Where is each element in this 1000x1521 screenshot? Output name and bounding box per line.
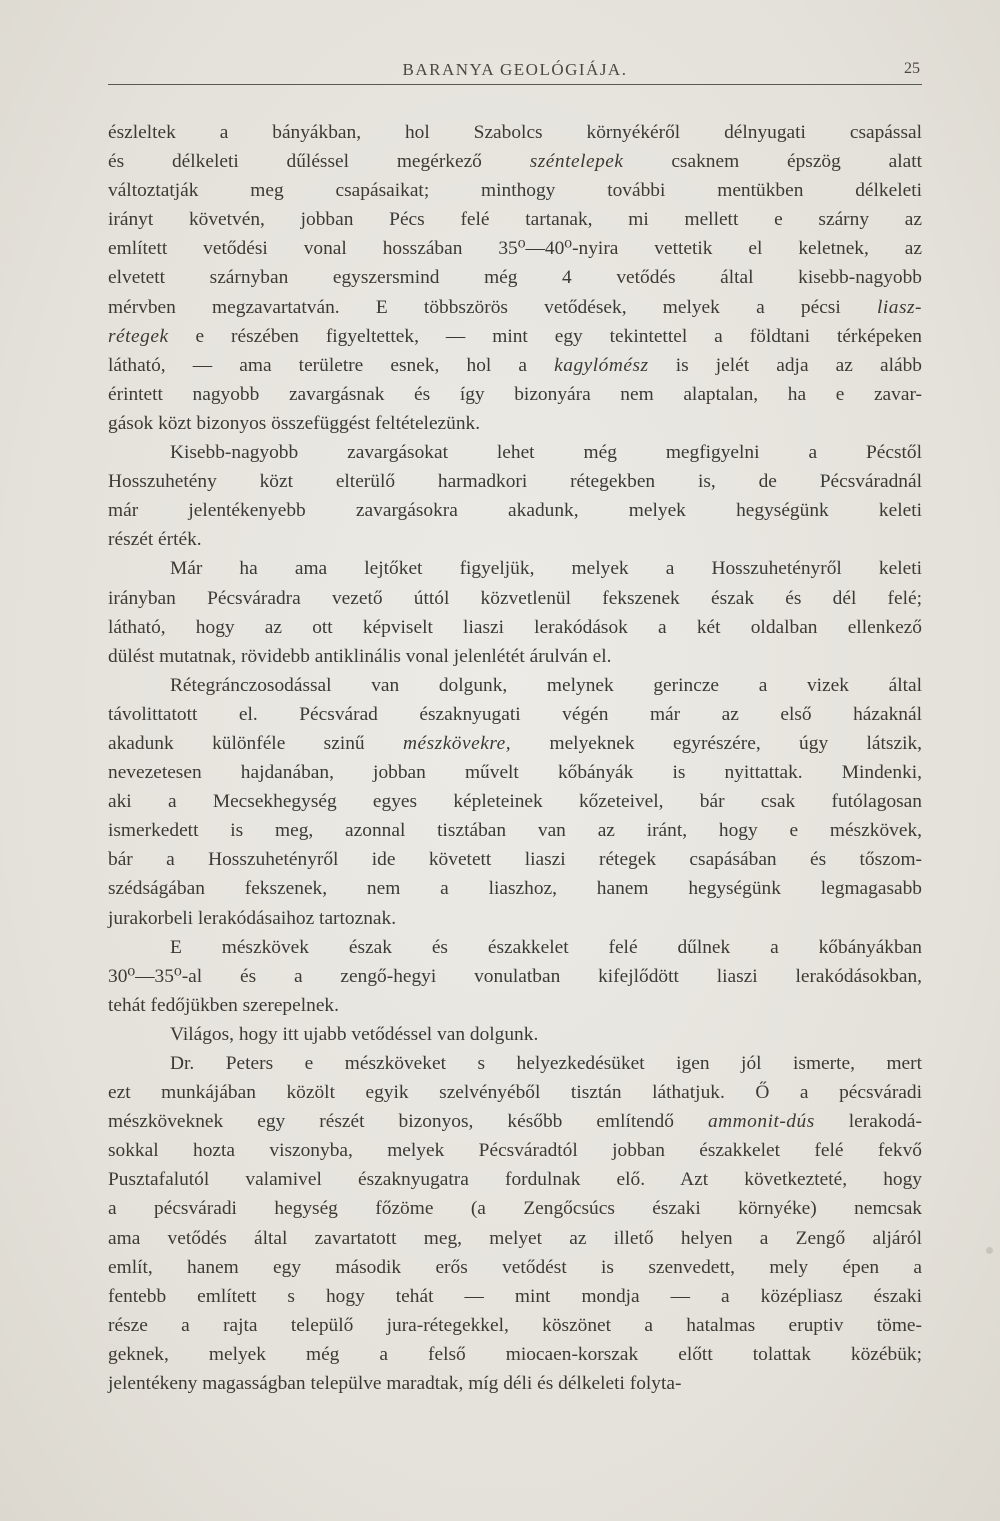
- text-line: [108, 351, 922, 380]
- text-run: e részében figyeltettek, — mint egy tekintettel a földtani térképeken: [168, 325, 922, 347]
- text-run: látható, — ama területre esnek, hol a: [108, 354, 555, 376]
- text-line: [108, 1165, 922, 1194]
- text-line: [108, 496, 922, 525]
- text-line: [108, 787, 922, 816]
- text-run: látható, hogy az ott képviselt liaszi lerakódások a két oldalban ellenkező: [108, 616, 922, 638]
- text-run: jelentékeny magasságban települve maradtak, míg déli és délkeleti folyta-: [108, 1373, 682, 1395]
- text-run: részét érték.: [108, 529, 202, 551]
- text-run: dülést mutatnak, rövidebb antiklinális vonal jelenlétét árulván el.: [108, 645, 612, 667]
- text-line: [108, 758, 922, 787]
- paragraph: [108, 933, 922, 1020]
- text-line: [108, 234, 922, 263]
- paragraph: [108, 1020, 922, 1049]
- text-line: [108, 671, 922, 700]
- text-run: lerakodá-: [814, 1111, 922, 1133]
- italic-term: mészkövekre,: [403, 732, 512, 754]
- text-run: Hosszuhetény közt elterülő harmadkori rétegekben is, de Pécsváradnál: [108, 471, 922, 493]
- text-line: [108, 1078, 922, 1107]
- text-run: és délkeleti dűléssel megérkező: [108, 151, 530, 173]
- text-line: [108, 584, 922, 613]
- text-line: [108, 525, 922, 554]
- text-run: érintett nagyobb zavargásnak és így bizonyára nem alaptalan, ha e zavar-: [108, 383, 922, 405]
- body-text: [108, 118, 922, 1398]
- running-title: BARANYA GEOLÓGIÁJA.: [402, 60, 628, 79]
- text-run: Már ha ama lejtőket figyeljük, melyek a Hosszuhetényről keleti: [170, 558, 922, 580]
- text-run: akadunk különféle szinű: [108, 732, 403, 754]
- text-run: E mészkövek észak és északkelet felé dűlnek a kőbányákban: [170, 936, 922, 958]
- text-run: jurakorbeli lerakódásaihoz tartoznak.: [108, 907, 397, 929]
- text-run: szédságában fekszenek, nem a liaszhoz, hanem hegységünk legmagasabb: [108, 878, 922, 900]
- italic-term: liasz-: [876, 296, 922, 318]
- text-line: [108, 904, 922, 933]
- text-run: is jelét adja az alább: [648, 354, 923, 376]
- text-line: [108, 1107, 922, 1136]
- text-line: [108, 118, 922, 147]
- text-run: említett vetődési vonal hosszában 35⁰—40⁰-nyira vettetik el keletnek, az: [108, 238, 922, 260]
- text-run: említ, hanem egy második erős vetődést is szenvedett, mely épen a: [108, 1256, 922, 1278]
- text-line: [108, 845, 922, 874]
- text-run: a pécsváradi hegység főzöme (a Zengőcsúcs északi környéke) nemcsak: [108, 1198, 922, 1220]
- text-line: [108, 1340, 922, 1369]
- text-line: [108, 874, 922, 903]
- text-run: Kisebb-nagyobb zavargásokat lehet még megfigyelni a Pécstől: [170, 442, 922, 464]
- text-line: [108, 1253, 922, 1282]
- text-line: [108, 380, 922, 409]
- text-run: Világos, hogy itt ujabb vetődéssel van dolgunk.: [170, 1023, 539, 1045]
- paragraph: [108, 554, 922, 670]
- paragraph: [108, 1049, 922, 1398]
- text-run: Rétegránczosodással van dolgunk, melynek gerincze a vizek által: [170, 674, 922, 696]
- italic-term: kagylómész: [554, 354, 649, 376]
- text-line: [108, 147, 922, 176]
- text-run: irányt követvén, jobban Pécs felé tartanak, mi mellett e szárny az: [108, 209, 922, 231]
- text-line: [108, 1194, 922, 1223]
- text-run: mérvben megzavartatván. E többszörös vetődések, melyek a pécsi: [108, 296, 877, 318]
- text-run: nevezetesen hajdanában, jobban művelt kőbányák is nyittattak. Mindenki,: [108, 762, 922, 784]
- text-line: [108, 962, 922, 991]
- text-line: [108, 322, 922, 351]
- text-line: [108, 263, 922, 292]
- text-line: [108, 1020, 922, 1049]
- italic-term: széntelepek: [529, 151, 624, 173]
- text-line: [108, 700, 922, 729]
- text-run: irányban Pécsváradra vezető úttól közvetlenül fekszenek észak és dél felé;: [108, 587, 922, 609]
- text-run: változtatják meg csapásaikat; minthogy további mentükben délkeleti: [108, 180, 922, 202]
- paragraph: [108, 118, 922, 438]
- text-run: 30⁰—35⁰-al és a zengő-hegyi vonulatban kifejlődött liaszi lerakódásokban,: [108, 965, 922, 987]
- text-line: [108, 642, 922, 671]
- text-run: gások közt bizonyos összefüggést feltételezünk.: [108, 412, 481, 434]
- text-run: Dr. Peters e mészköveket s helyezkedésüket igen jól ismerte, mert: [170, 1053, 922, 1074]
- paragraph: [108, 438, 922, 554]
- text-line: [108, 176, 922, 205]
- text-line: [108, 991, 922, 1020]
- text-run: bár a Hosszuhetényről ide követett liaszi rétegek csapásában és tőszom-: [108, 849, 922, 871]
- text-run: geknek, melyek még a felső miocaen-korszak előtt tolattak közébük;: [108, 1343, 922, 1365]
- text-line: [108, 409, 922, 438]
- paragraph: [108, 671, 922, 933]
- text-run: Pusztafalutól valamivel északnyugatra fordulnak elő. Azt következteté, hogy: [108, 1169, 922, 1191]
- text-line: [108, 1224, 922, 1253]
- text-run: sokkal hozta viszonyba, melyek Pécsváradtól jobban északkelet felé fekvő: [108, 1140, 922, 1162]
- text-run: ismerkedett is meg, azonnal tisztában van az iránt, hogy e mészkövek,: [108, 820, 922, 842]
- page-header: [108, 60, 922, 85]
- text-line: [108, 613, 922, 642]
- text-line: [108, 816, 922, 845]
- text-run: távolittatott el. Pécsvárad északnyugati végén már az első házaknál: [108, 703, 922, 725]
- text-line: [108, 1311, 922, 1340]
- text-run: elvetett szárnyban egyszersmind még 4 vetődés által kisebb-nagyobb: [108, 267, 922, 289]
- text-line: [108, 1369, 922, 1398]
- italic-term: rétegek: [108, 325, 169, 347]
- text-run: aki a Mecsekhegység egyes képleteinek kőzeteivel, bár csak futólagosan: [108, 791, 922, 813]
- text-run: ama vetődés által zavartatott meg, melyet az illető helyen a Zengő aljáról: [108, 1227, 922, 1249]
- page-number: 25: [904, 60, 920, 77]
- text-line: [108, 729, 922, 758]
- text-run: tehát fedőjükben szerepelnek.: [108, 994, 339, 1016]
- text-run: fentebb említett s hogy tehát — mint mondja — a középliasz északi: [108, 1285, 922, 1307]
- text-line: [108, 554, 922, 583]
- text-run: csaknem épszög alatt: [623, 151, 923, 173]
- text-line: [108, 1049, 922, 1078]
- text-line: [108, 205, 922, 234]
- text-run: észleltek a bányákban, hol Szabolcs környékéről délnyugati csapással: [108, 122, 922, 143]
- text-line: [108, 933, 922, 962]
- text-line: [108, 467, 922, 496]
- text-line: [108, 438, 922, 467]
- text-line: [108, 1282, 922, 1311]
- edge-mark: [986, 1247, 993, 1254]
- text-run: már jelentékenyebb zavargásokra akadunk, melyek hegységünk keleti: [108, 500, 922, 522]
- italic-term: ammonit-dús: [707, 1111, 815, 1133]
- text-run: része a rajta települő jura-rétegekkel, köszönet a hatalmas eruptiv töme-: [108, 1314, 922, 1336]
- text-run: melyeknek egyrészére, úgy látszik,: [511, 732, 922, 754]
- text-run: ezt munkájában közölt egyik szelvényéből tisztán láthatjuk. Ő a pécsváradi: [108, 1082, 922, 1104]
- text-line: [108, 293, 922, 322]
- text-run: mészköveknek egy részét bizonyos, később említendő: [108, 1111, 708, 1133]
- text-line: [108, 1136, 922, 1165]
